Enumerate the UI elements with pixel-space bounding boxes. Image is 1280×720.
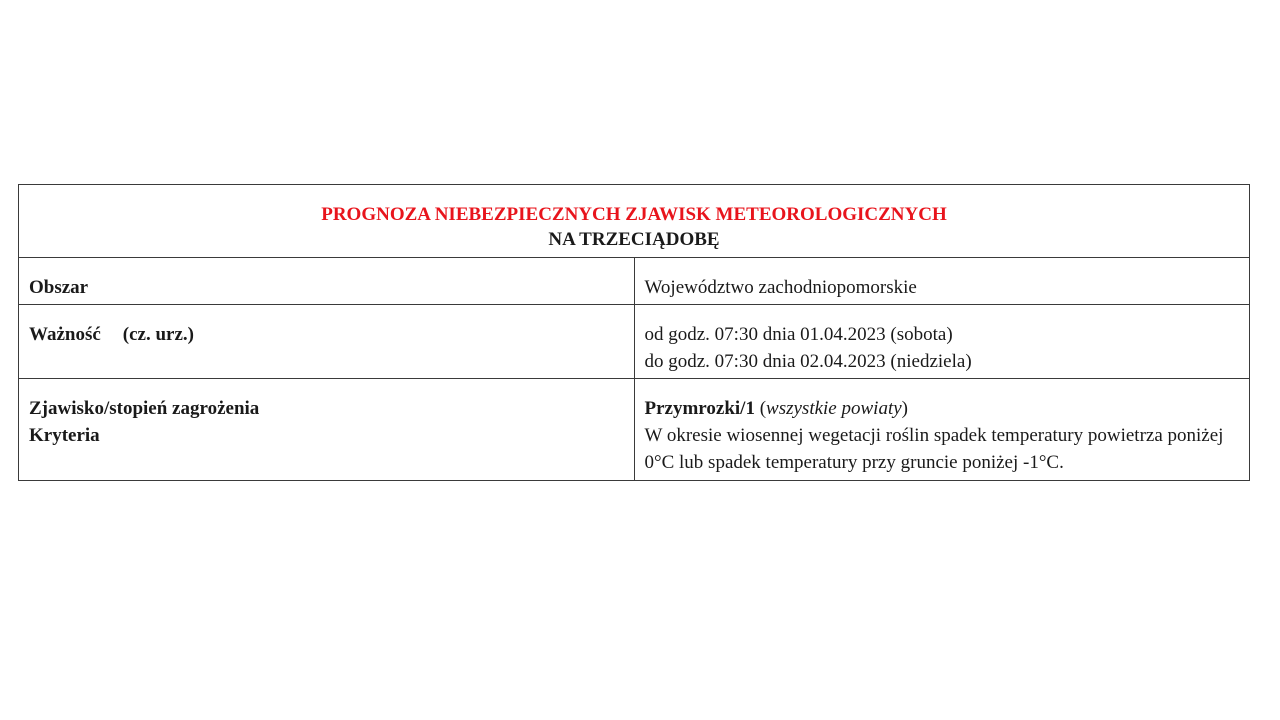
phenomenon-label: Zjawisko/stopień zagrożenia [29,398,260,419]
phenomenon-heading: Przymrozki/1 (wszystkie powiaty) [644,398,908,419]
validity-from: od godz. 07:30 dnia 01.04.2023 (sobota) [644,324,953,345]
phenomenon-name: Przymrozki/1 [644,398,755,419]
phenomenon-scope: wszystkie powiaty [766,398,902,419]
area-value: Województwo zachodniopomorskie [644,277,917,298]
warning-table [18,184,1250,481]
area-label-cell [19,258,635,305]
validity-label: Ważność [29,324,101,345]
area-value-cell [634,258,1250,305]
phenomenon-value-cell [634,379,1250,481]
validity-value-cell [634,305,1250,379]
table-row-area [19,258,1250,305]
area-label: Obszar [29,277,89,298]
document-title: PROGNOZA NIEBEZPIECZNYCH ZJAWISK METEOROLOGICZNYCH [321,204,947,225]
phenomenon-label-cell [19,379,635,481]
table-row-validity [19,305,1250,379]
criteria-text: W okresie wiosennej wegetacji roślin spadek temperatury powietrza poniżej 0°C lub spadek temperatury przy gruncie poniżej -1°C. [644,425,1224,473]
validity-label-cell [19,305,635,379]
validity-label-suffix: (cz. urz.) [122,324,194,345]
document-subtitle: NA TRZECIĄDOBĘ [548,229,720,250]
header-row [19,185,1250,258]
validity-to: do godz. 07:30 dnia 02.04.2023 (niedziela) [644,351,972,372]
header-cell [19,185,1250,258]
criteria-label: Kryteria [29,425,100,446]
table-row-phenomenon [19,379,1250,481]
